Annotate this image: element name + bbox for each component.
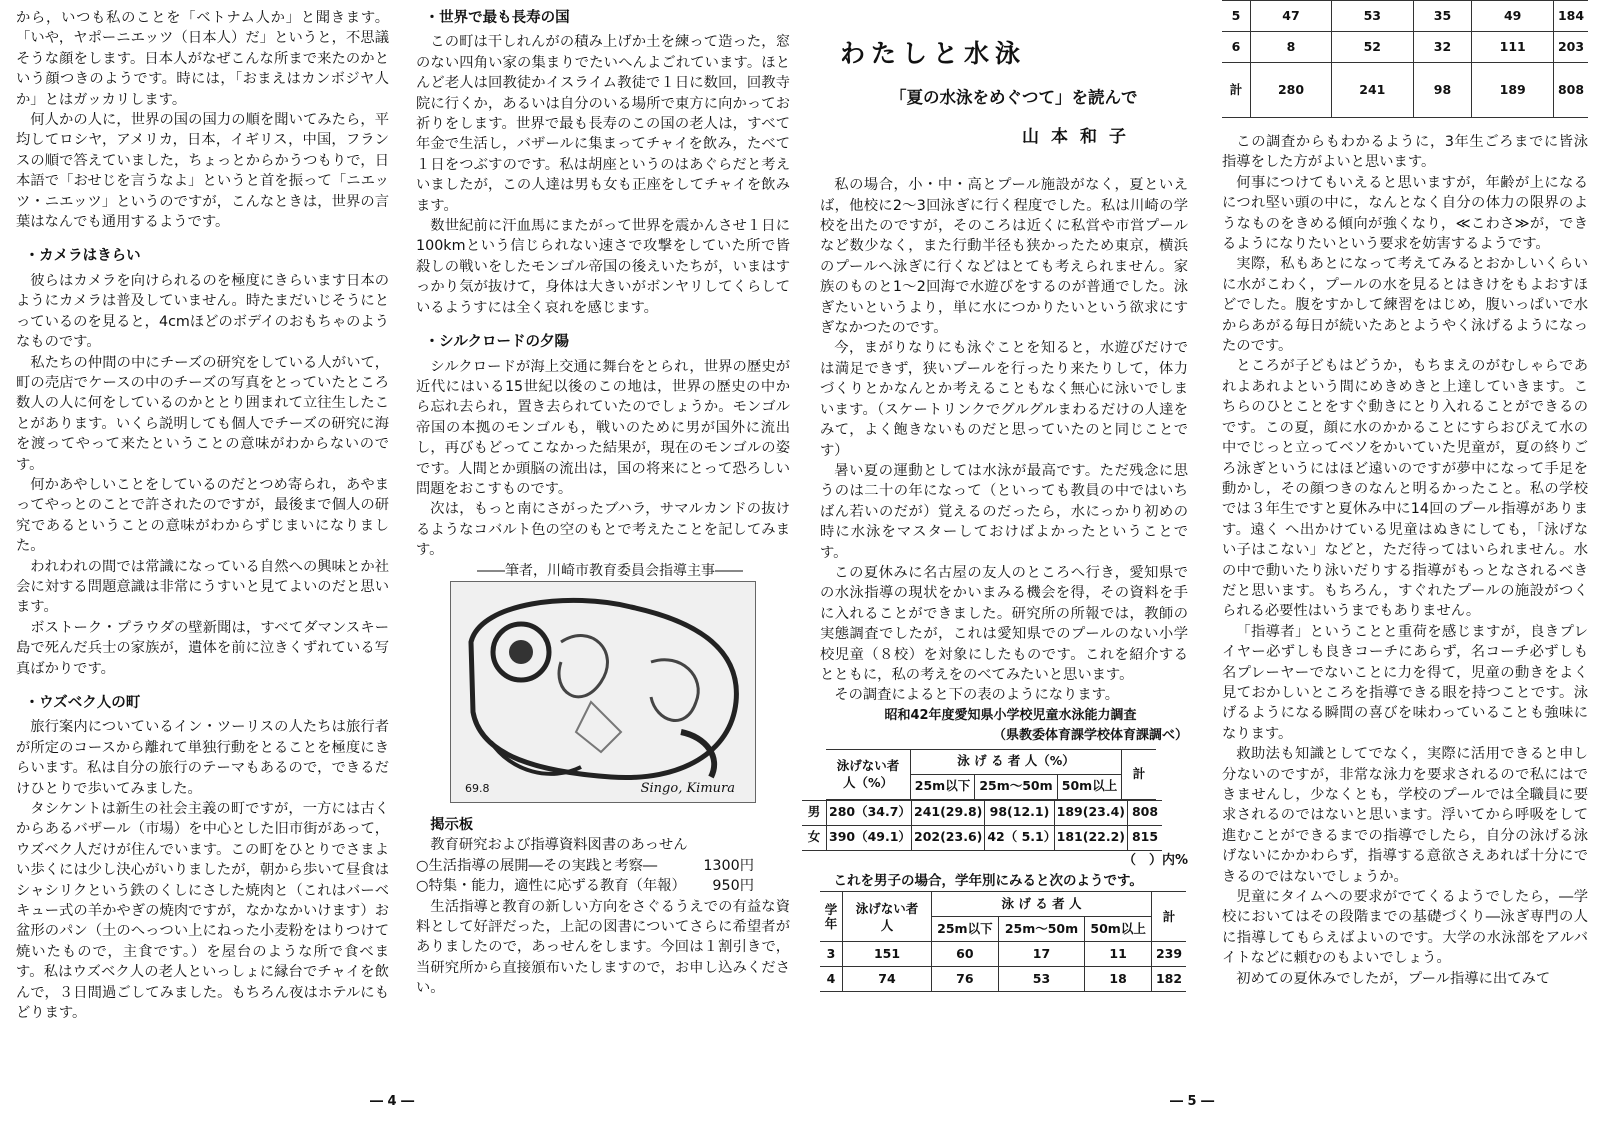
table-cell: 203 [1554,32,1589,63]
table-row [1222,1,1588,32]
table-cell: 189(23.4) [1054,800,1127,825]
article-subtitle: 「夏の水泳をめぐつて」を読んで [890,88,1138,108]
paragraph: 私の場合，小・中・高とプール施設がなく，夏といえば，他校に2～3回泳ぎに行く程度でした。私は川崎の学校を出たのですが，そのころは近くに私営や市営プールなど数少なく，また行動半径も狭かったため東京，横浜のプールへ泳ぎに行くなどはとても考えられません。家族のものと1～2回海で水遊びをするのが普通でした。泳ぎたいというより，単に水につかりたいという欲求にすぎなかつたのです。 [820,177,1188,337]
table-header-range: 50m以上 [1085,917,1152,942]
article-author: 山本和子 [1022,126,1138,147]
section-heading: ・カメラはきらい [24,248,141,265]
paragraph: その調査によると下の表のようになります。 [834,687,1120,704]
illustration [450,581,756,803]
paragraph: ところが子どもはどうか，もちまえのがむしゃらであれよあれよという間にめきめきと上達していきます。こちらのひとことをすぐ動きにとり入れることができるのです。この夏，顔に水のかかることにすらおびえて水の中でじっと立ってベソをかいていた児童が，夏の終りごろ泳ぎというにはほど遠いのですが夢中になって手足を動かし，その顔つきのなんと明るかったこと。私の学校では３年生ですと夏休み中に14回のプール指導があります。遠く へ出かけている児童はぬきにしても，「泳げない子はこない」などと，ただ待ってはいられません。水の中で動いたり泳いだりする指導がもっとなされるべきだと思います。もちろん，すぐれたプールの施設がつくられる必要性はいうまでもありません。 [1222,358,1588,620]
artwork-date: 69.8 [465,781,490,795]
table-note: （ ）内% [1122,852,1188,868]
section-heading: ・ウズベク人の町 [24,695,141,711]
row-label: 計 [1222,63,1251,118]
paragraph: から，いつも私のことを「ベトナム人か」と聞きます。「いや，ヤポーニエッツ（日本人）だ」というと，不思議そうな顔をします。日本人がなぜこんな所まで来たのかという顔つきのようです。時には，「おまえはカンボジヤ人か」とはガッカリします。 [16,10,389,108]
paragraph: 何事につけてもいえると思いますが，年齢が上になるにつれ堅い頭の中に，なんとなく自分の体力の限界のようなものをきめる傾向が強くなり，≪こわさ≫が，できるようになりたいという要求を妨害するようです。 [1222,174,1588,253]
table-header-range: 25m以下 [932,917,999,942]
paragraph: 救助法も知識としてでなく，実際に活用できると申し分ないのですが，非常な泳力を要求されるので私にはできませんし，少なくとも，学校のプールでは全職員に要求されるのではないと思います。浮いてから呼吸をして進むことができるまでの指導でしたら，自分の泳げる泳げないにかかわらず，指導する意欲さえあれば十分にできるのではないでしょうか。 [1222,746,1588,885]
paragraph: 数世紀前に汗血馬にまたがって世界を震かんさせ１日に100kmという信じられない速さで攻撃をしていた所で皆殺しの戦いをしたモンゴル帝国の後えいたちが，いまはすっかり気が抜けて，身体は大きいがボンヤリしてくらしているようすには全く哀れを感じます。 [416,218,790,316]
table-cell: 202(23.6) [912,825,985,850]
table-cell: 390（49.1） [827,825,912,850]
book-title: ○生活指導の展開―その実践と考察― [416,857,658,874]
table-cell: 111 [1472,32,1554,63]
table-header-cannot-swim: 泳げない者 人（%） [826,749,911,799]
paragraph: われわれの間では常識になっている自然への興味とか社会に対する問題意識は非常にうすいと見てよいのだと思います。 [16,558,389,616]
swimming-ability-table [826,749,1156,800]
table-row [820,942,1186,967]
table-cell: 8 [1251,32,1332,63]
table-cell: 49 [1472,1,1554,32]
book-item [416,876,790,896]
table-cell: 184 [1554,1,1589,32]
table-cell: 241 [1332,63,1414,118]
table-row [802,800,1162,825]
table-header-range: 50m以上 [1057,774,1121,799]
table-cell: 52 [1332,32,1414,63]
book-price: 1300円 [703,857,754,874]
paragraph: 「指導者」ということと重荷を感じますが，良きプレイヤー必ずしも良きコーチにあらず，名コーチ必ずしも名プレーヤーでないことに力を得て，児童の動きをよく見ておかしいところを指導できる眼を持つことです。泳げるようになる瞬間の喜びを味わっていることも強味になります。 [1222,623,1588,742]
paragraph: 何かあやしいことをしているのだとつめ寄られ，あやまってやっとのことで許されたのですが，最後まで個人の研究であるということの意味がわからずじまいになりました。 [16,476,389,555]
table-row [820,967,1186,992]
paragraph: 実際，私もあとになって考えてみるとおかしいくらいに水がこわく，プールの水を見るとはきけをもよおすほどでした。腹をすかして練習をはじめ，腹いっぱいで水からあがる毎日が続いたあとようやく泳げるようになったのです。 [1222,256,1588,355]
paragraph: 暑い夏の運動としては水泳が最高です。ただ残念に思うのは二十の年になって（といっても教員の中ではいちばん若いのだが）覚えるのだったら，水にっかり初めの時に水泳をマスターしておけばよかったということです。 [820,462,1188,561]
table-cell: 17 [998,942,1085,967]
notice-board-heading: 掲示板 [430,816,474,833]
section-heading: ・シルクロードの夕陽 [424,334,570,351]
table-cell: 98 [1413,63,1472,118]
table-cell: 280（34.7） [827,800,912,825]
paragraph: 生活指導と教育の新しい方向をさぐるうえでの有益な資料として好評だった，上記の図書についてさらに希望者がありましたので，あっせんをします。今回は１割引きで，当研究所から直接頒布いたしますので，お申し込みください。 [416,898,790,997]
paragraph: タシケントは新生の社会主義の町ですが，一方には古くからあるバザール（市場）を中心とした旧市街があって，ウズベク人だけが住んでいます。この町をひとりでさまよい歩くには少し決心がいりましたが，朝から歩いて昼食はシャシリクという鉄のくしにさした焼肉と（これはバーベキュー式の羊かやぎの焼肉ですが，なかなかいけます）お盆形のパン（土のへっつい上にねった小麦粉をはりつけて焼いたもので，主食です。）を屋台のような所で食べます。私はウズベク人の老人といっしょに縁台でチャイを飲んで，３日間過ごしてみました。もちろん夜はホテルにもどります。 [16,801,389,1022]
paragraph: この調査からもわかるように，3年生ごろまでに皆泳指導をした方がよいと思います。 [1222,134,1588,171]
table-cell: 53 [998,967,1085,992]
table-header-range: 25m～50m [975,774,1058,799]
row-label: 4 [820,967,843,992]
artist-signature: Singo, Kimura [640,780,735,796]
table-cell: 47 [1251,1,1332,32]
table-cell: 181(22.2) [1054,825,1127,850]
paragraph: これを男子の場合，学年別にみると次のようです。 [833,873,1143,889]
paragraph: この町は干しれんがの積み上げか土を練って造った，窓のない四角い家の集まりでたいへんよごれています。ほとんど老人は回教徒かイスライム教徒で１日に数回，回教寺院に行くか，あるいは自分のいる場所で東方に向かってお祈りをします。世界で最も長寿のこの国の老人は，すべて年金で生活し，バザールに集まってチャイを飲み，たべて１日をつぶすのです。私は胡座というのはあぐらだと考えいましたが，この人達は男も女も正座をしてチャイを飲みます。 [416,34,790,214]
table-source: （県教委体育課学校体育課調べ） [992,728,1188,744]
row-label: 男 [802,800,827,825]
table-row [1222,32,1588,63]
table-body-wrapper [807,800,1188,851]
table-cell: 815 [1128,825,1163,850]
table-cell: 18 [1085,967,1152,992]
page5-column-left [807,8,1188,992]
book-price: 950円 [712,878,754,895]
row-label: 5 [1222,1,1251,32]
table-cell: 151 [843,942,932,967]
table-cell: 239 [1152,942,1187,967]
grade-table-continued [1222,0,1588,118]
page4-column-left [16,8,389,1024]
table-header-can-swim: 泳 げ る 者 人 [932,892,1152,917]
table-cell: 53 [1332,1,1414,32]
paragraph: 彼らはカメラを向けられるのを極度にきらいます日本のようにカメラは普及していません。時たまだいじそうにとっているのを見ると，4cmほどのボデイのおもちゃのようなものです。 [16,272,390,351]
table-header-total: 計 [1122,749,1157,799]
page5-column-right [1222,8,1588,989]
book-title: ○特集・能力，適性に応ずる教育（年報） [416,878,686,895]
row-label: 女 [802,825,827,850]
table-cell: 182 [1152,967,1187,992]
table-header-range: 25m～50m [998,917,1085,942]
page-number: ― 4 ― [370,1094,415,1109]
swimming-ability-rows [802,800,1162,851]
table-cell: 76 [932,967,999,992]
table-header-total: 計 [1152,892,1187,942]
book-item [416,856,790,876]
paragraph: 初めての夏休みでしたが，プール指導に出てみて [1236,970,1551,987]
table-cell: 241(29.8) [912,800,985,825]
table-cell: 60 [932,942,999,967]
table-caption: 昭和42年度愛知県小学校児童水泳能力調査 [884,707,1137,723]
table-cell: 808 [1554,63,1589,118]
table-header-range: 25m以下 [911,774,975,799]
paragraph: 次は，もっと南にさがったブハラ，サマルカンドの抜けるようなコバルト色の空のもとで考えたことを記してみます。 [416,501,790,559]
table-row [1222,63,1588,118]
page-number: ― 5 ― [1170,1094,1215,1109]
table-header-cannot-swim: 泳げない者 人 [843,892,932,942]
table-cell: 98(12.1) [985,800,1054,825]
author-credit: ――筆者，川崎市教育委員会指導主事―― [477,562,743,579]
section-heading: ・世界で最も長寿の国 [424,10,570,26]
row-label: 6 [1222,32,1251,63]
paragraph: 旅行案内についているイン・ツーリスの人たちは旅行者が所定のコースから離れて単独行動をとることを極度にきらいます。私は自分の旅行のテーマもあるので，できるだけひとりで歩いてみました。 [16,719,389,797]
paragraph: シルクロードが海上交通に舞台をとられ，世界の歴史が近代にはいる15世紀以後のこの地は，世界の歴史の中から忘れ去られ，置き去られていたのでしょうか。モンゴル帝国の本拠のモンゴルも，戦いのために男が国外に流出し，再びもどってこなかった結果が，現在のモンゴルの姿です。人間とか頭脳の流出は，国の将来にとって恐ろしい問題をおこすものです。 [416,358,790,497]
paragraph: この夏休みに名古屋の友人のところへ行き，愛知県での水泳指導の現状をかいまみる機会を得，その資料を手に入れることができました。研究所の所報では，教師の実態調査でしたが，これは愛知県でのプールのない小学校児童（８校）を対象にしたものです。これを紹介するとともに，私の考えをのべてみたいと思います。 [820,564,1188,683]
paragraph: 何人かの人に，世界の国の国力の順を聞いてみたら，平均してロシヤ，アメリカ，日本，イギリス，中国，フランスの順で答えていました，ちょっとからかうつもりで，日本語で「おせじを言うなよ」というと首を振って「ニエッツ・ニエッツ」というのですが，こんなときは，世界の言葉はなんでも通用するようです。 [16,112,389,231]
table-header-grade: 学年 [820,892,843,942]
table-cell: 42（ 5.1） [985,825,1054,850]
row-label: 3 [820,942,843,967]
table-cell: 35 [1413,1,1472,32]
table-cell: 808 [1128,800,1163,825]
paragraph: 児童にタイムへの要求がでてくるようでしたら，―学校においてはその段階までの基礎づくり―泳ぎ専門の人に指導してもらえばよいのです。大学の水泳部をアルバイトなどに頼むのもよいでしょう。 [1222,889,1588,967]
grade-table [820,891,1186,992]
table-header-can-swim: 泳 げ る 者 人（%） [911,749,1122,774]
table-cell: 11 [1085,942,1152,967]
notice-lead: 教育研究および指導資料図書のあっせん [430,837,688,854]
paragraph: 今，まがりなりにも泳ぐことを知ると，水遊びだけでは満足できず，狭いプールを行ったり来たりして，体力づくりとかなんとか考えることもなく無心に泳いでしまいます。（スケートリンクでグルグルまわるだけの人達をみて，よく飽きないものだと思っていたのと同じことです） [820,340,1188,459]
article-title: わたしと水泳 [840,39,1027,68]
paragraph: 私たちの仲間の中にチーズの研究をしている人がいて，町の売店でケースの中のチーズの写真をとっていたところ数人の人に何をしているのかととり囲まれて立往生したことがあります。いくら説明しても個人でチーズの研究に海を渡ってやって来たということの意味がわからないのです。 [16,354,389,473]
table-cell: 280 [1251,63,1332,118]
paragraph: ボストーク・プラウダの壁新聞は，すべてダマンスキー島で死んだ兵士の家族が，遺体を前に泣きくずれている写真ばかりです。 [16,619,389,677]
table-cell: 74 [843,967,932,992]
table-cell: 32 [1413,32,1472,63]
table-row [802,825,1162,850]
etching-drawing [451,582,755,802]
table-cell: 189 [1472,63,1554,118]
page4-column-right [416,8,790,999]
